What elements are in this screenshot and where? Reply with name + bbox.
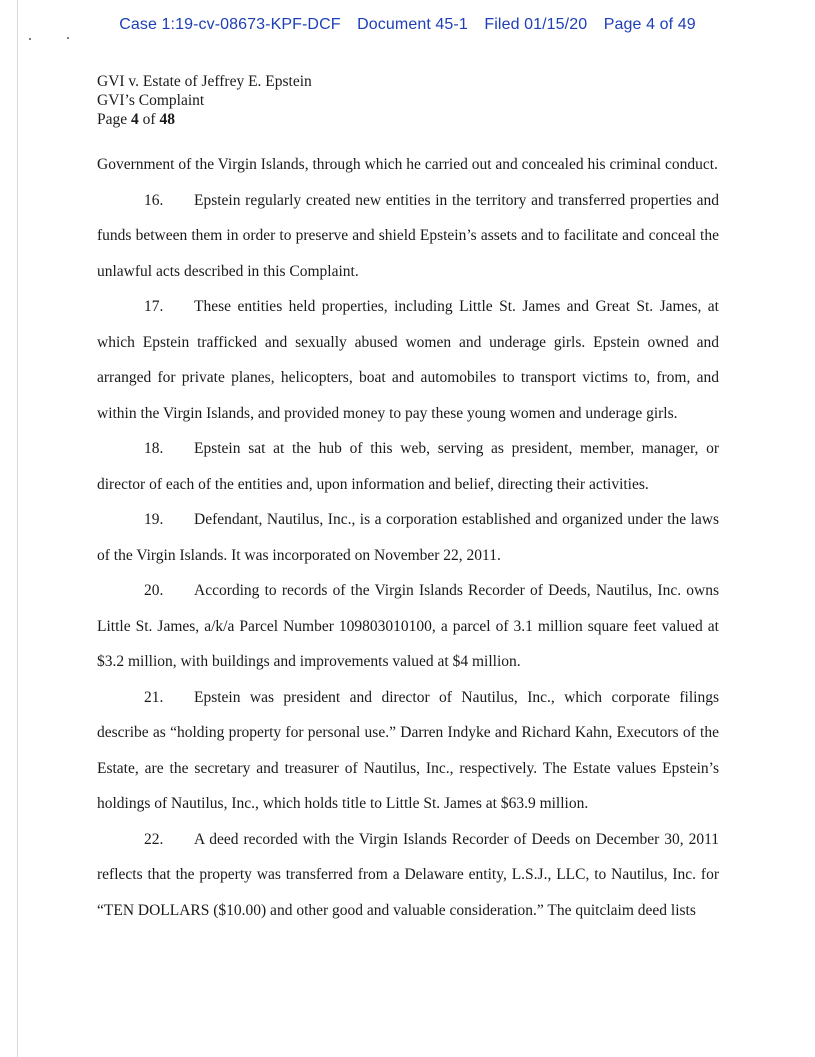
filed-date: Filed 01/15/20 bbox=[484, 16, 588, 33]
paragraph-text: These entities held properties, including Little St. James and Great St. James, at which Epstein trafficked and sexually abused women and underage girls. Epstein owned and arranged for private planes, helicopters, boat and automobiles to transport victims to, from, and within the Virgin Islands, and provided money to pay these young women and underage girls. bbox=[97, 298, 719, 422]
scan-margin-line bbox=[17, 0, 18, 1057]
paragraph-text: Government of the Virgin Islands, through which he carried out and concealed his criminal conduct. bbox=[97, 156, 718, 173]
paragraph-21 bbox=[97, 680, 719, 822]
paragraph-number: 21. bbox=[144, 688, 164, 706]
page-total: 48 bbox=[159, 111, 175, 128]
paragraph-number: 16. bbox=[144, 191, 164, 209]
paragraph-text: According to records of the Virgin Islands Recorder of Deeds, Nautilus, Inc. owns Little St. James, a/k/a Parcel Number 109803010100, a parcel of 3.1 million square feet valued at $3.2 million, with buildings and improvements valued at $4 million. bbox=[97, 582, 719, 670]
paragraph-number: 18. bbox=[144, 440, 164, 457]
document-body bbox=[97, 147, 719, 928]
paragraph-20 bbox=[97, 573, 719, 680]
case-number: Case 1:19-cv-08673-KPF-DCF bbox=[119, 16, 341, 33]
paragraph-continuation bbox=[97, 147, 719, 183]
document-number: Document 45-1 bbox=[357, 16, 468, 33]
page-current: 4 bbox=[131, 111, 139, 128]
paragraph-number: 17. bbox=[144, 298, 164, 315]
paragraph-number: 19. bbox=[144, 511, 164, 528]
scan-speck bbox=[29, 38, 31, 40]
paragraph-text: Epstein regularly created new entities in the territory and transferred properties and funds between them in order to preserve and shield Epstein’s assets and to facilitate and conceal the unlawful acts described in this Complaint. bbox=[97, 191, 719, 280]
paragraph-text: Epstein sat at the hub of this web, serving as president, member, manager, or director of each of the entities and, upon information and belief, directing their activities. bbox=[97, 440, 719, 493]
page-of: of bbox=[138, 111, 160, 128]
paragraph-16 bbox=[97, 183, 719, 290]
document-caption bbox=[97, 72, 312, 129]
page-count: Page 4 of 49 bbox=[603, 16, 696, 33]
paragraph-text: Epstein was president and director of Nautilus, Inc., which corporate filings describe as “holding property for personal use.” Darren Indyke and Richard Kahn, Executors of the Estate, are the secretary and treasurer of Nautilus, Inc., respectively. The Estate values Epstein’s holdings of Nautilus, Inc., which holds title to Little St. James at $63.9 million. bbox=[97, 688, 719, 812]
caption-page-number bbox=[97, 110, 312, 129]
court-filing-header bbox=[0, 16, 815, 34]
paragraph-17 bbox=[97, 289, 719, 431]
caption-case-title: GVI v. Estate of Jeffrey E. Epstein bbox=[97, 73, 312, 90]
paragraph-text: Defendant, Nautilus, Inc., is a corporation established and organized under the laws of the Virgin Islands. It was incorporated on November 22, 2011. bbox=[97, 511, 719, 564]
paragraph-18 bbox=[97, 431, 719, 502]
page-prefix: Page bbox=[97, 111, 132, 128]
paragraph-text: A deed recorded with the Virgin Islands Recorder of Deeds on December 30, 2011 reflects that the property was transferred from a Delaware entity, L.S.J., LLC, to Nautilus, Inc. for “TEN DOLLARS ($10.00) and other good and valuable consideration.” The quitclaim deed lists bbox=[97, 830, 719, 919]
paragraph-number: 22. bbox=[144, 830, 164, 848]
caption-document-title: GVI’s Complaint bbox=[97, 92, 205, 109]
paragraph-19 bbox=[97, 502, 719, 573]
paragraph-22 bbox=[97, 822, 719, 929]
scan-speck bbox=[67, 37, 69, 39]
paragraph-number: 20. bbox=[144, 582, 164, 599]
